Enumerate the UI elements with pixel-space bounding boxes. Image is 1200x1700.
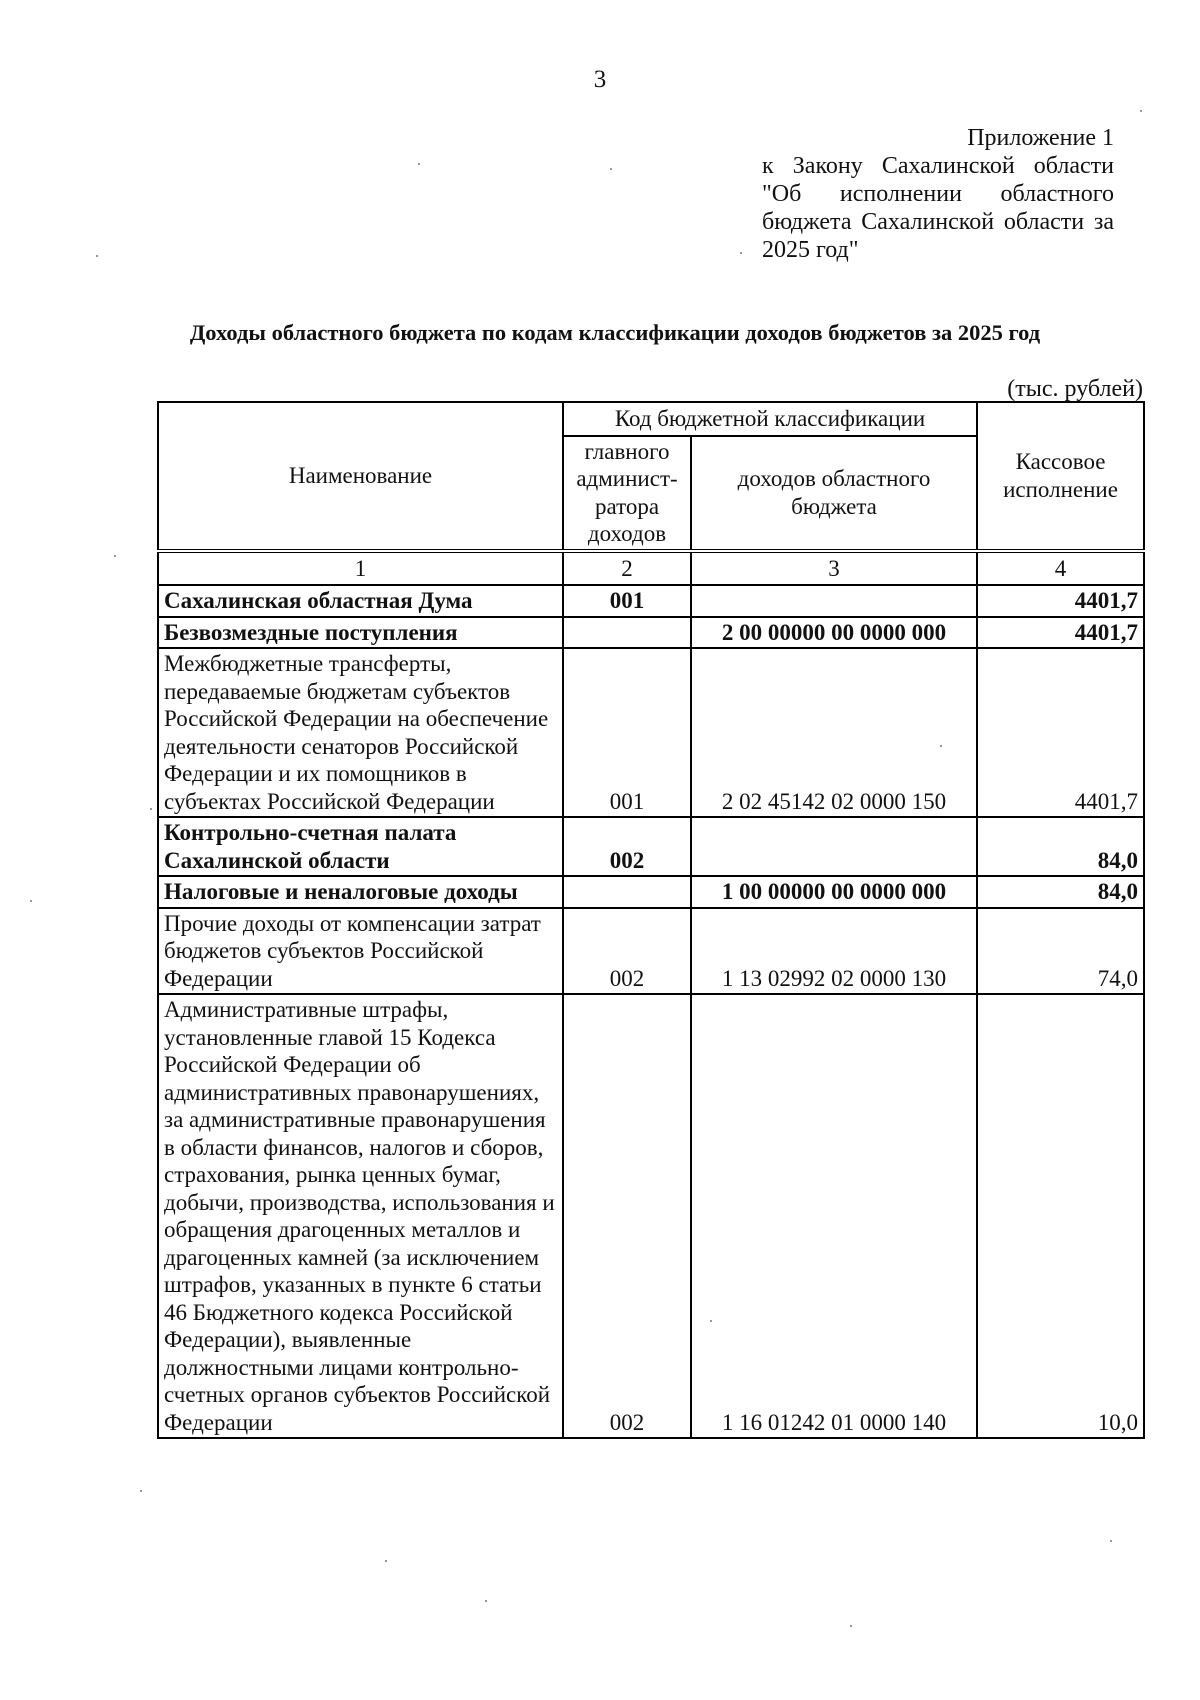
row-amount: 4401,7 [977, 648, 1144, 817]
table-row [158, 585, 1144, 617]
row-admin-code: 002 [563, 817, 691, 876]
column-numbers-row [158, 551, 1144, 586]
column-number: 1 [158, 551, 563, 586]
row-amount: 4401,7 [977, 617, 1144, 649]
header-code: доходов областного бюджета [691, 436, 977, 551]
row-name: Административные штрафы, установленные главой 15 Кодекса Российской Федерации об административных правонарушениях, за административные правонарушения в области финансов, налогов и сборов, страхования, рынка ценных бумаг, добычи, производства, использования и обращения драгоценных металлов и драгоценных камней (за исключением штрафов, указанных в пункте 6 статьи 46 Бюджетного кодекса Российской Федерации), выявленные должностными лицами контрольно-счетных органов субъектов Российской Федерации [158, 994, 563, 1438]
row-revenue-code: 2 02 45142 02 0000 150 [691, 648, 977, 817]
units-label: (тыс. рублей) [1007, 376, 1143, 402]
row-amount: 4401,7 [977, 585, 1144, 617]
header-name: Наименование [158, 402, 563, 551]
row-admin-code [563, 617, 691, 649]
row-revenue-code [691, 585, 977, 617]
revenue-table [157, 401, 1145, 1439]
row-revenue-code: 1 13 02992 02 0000 130 [691, 908, 977, 995]
row-name: Контрольно-счетная палата Сахалинской области [158, 817, 563, 876]
row-revenue-code [691, 817, 977, 876]
row-amount: 84,0 [977, 817, 1144, 876]
row-name: Межбюджетные трансферты, передаваемые бюджетам субъектов Российской Федерации на обеспечение деятельности сенаторов Российской Федерации и их помощников в субъектах Российской Федерации [158, 648, 563, 817]
header-admin: главного админист-ратора доходов [563, 436, 691, 551]
row-amount: 84,0 [977, 876, 1144, 908]
header-amount: Кассовое исполнение [977, 402, 1144, 551]
table-row [158, 817, 1144, 876]
column-number: 2 [563, 551, 691, 586]
header-classification-code: Код бюджетной классификации [563, 402, 977, 436]
appendix-line: бюджета Сахалинской области за [762, 209, 1114, 235]
appendix-note [762, 124, 1114, 264]
row-revenue-code: 1 16 01242 01 0000 140 [691, 994, 977, 1438]
row-name: Налоговые и неналоговые доходы [158, 876, 563, 908]
table-row [158, 876, 1144, 908]
page-number: 3 [593, 66, 607, 93]
table-row [158, 994, 1144, 1438]
row-admin-code: 001 [563, 585, 691, 617]
row-revenue-code: 2 00 00000 00 0000 000 [691, 617, 977, 649]
row-name: Безвозмездные поступления [158, 617, 563, 649]
appendix-line: к Закону Сахалинской области [762, 153, 1114, 179]
document-title: Доходы областного бюджета по кодам классификации доходов бюджетов за 2025 год [189, 320, 1041, 345]
row-admin-code: 002 [563, 994, 691, 1438]
row-name: Прочие доходы от компенсации затрат бюджетов субъектов Российской Федерации [158, 908, 563, 995]
row-admin-code: 002 [563, 908, 691, 995]
row-name: Сахалинская областная Дума [158, 585, 563, 617]
table-row [158, 908, 1144, 995]
row-revenue-code: 1 00 00000 00 0000 000 [691, 876, 977, 908]
table-row [158, 617, 1144, 649]
column-number: 3 [691, 551, 977, 586]
row-amount: 74,0 [977, 908, 1144, 995]
column-number: 4 [977, 551, 1144, 586]
row-amount: 10,0 [977, 994, 1144, 1438]
appendix-line: "Об исполнении областного [762, 181, 1114, 207]
table-row [158, 648, 1144, 817]
row-admin-code: 001 [563, 648, 691, 817]
appendix-line: Приложение 1 [967, 125, 1114, 151]
row-admin-code [563, 876, 691, 908]
appendix-line: 2025 год" [762, 237, 859, 263]
